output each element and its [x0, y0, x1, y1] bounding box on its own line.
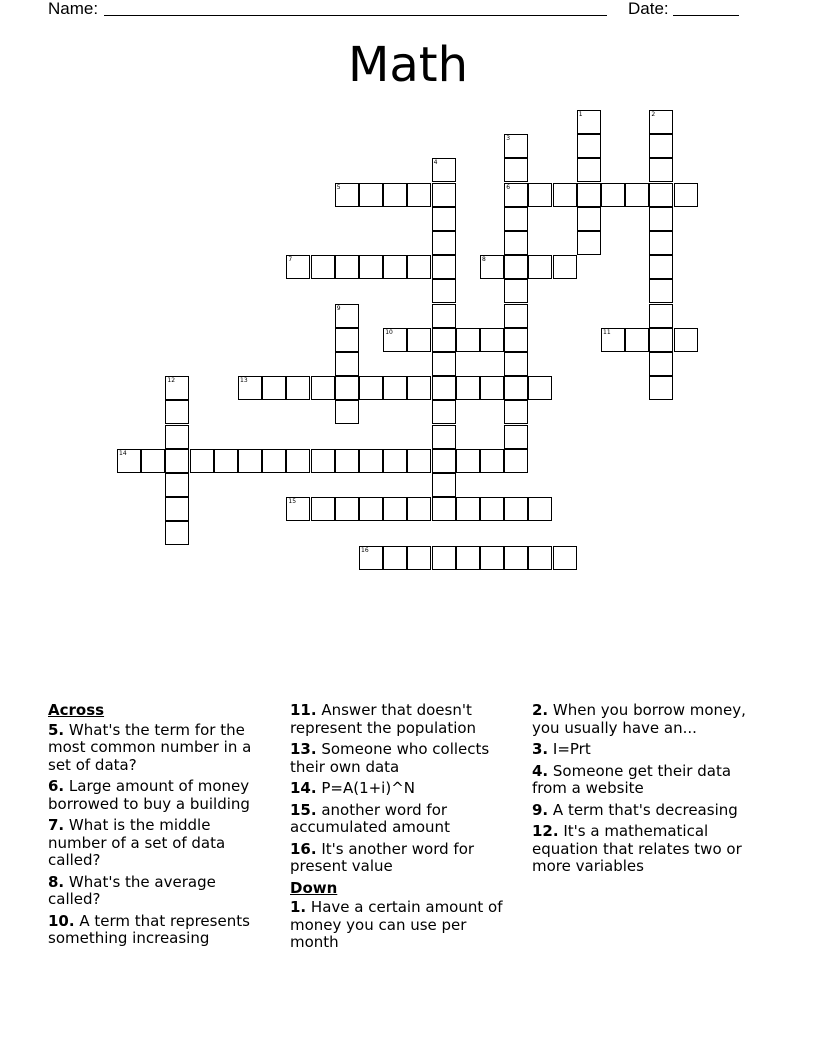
crossword-cell[interactable]	[383, 328, 407, 352]
clues-column-2	[290, 702, 518, 956]
crossword-cell[interactable]	[504, 352, 528, 376]
crossword-cell[interactable]	[165, 376, 189, 400]
crossword-cell[interactable]	[649, 183, 673, 207]
crossword-cell[interactable]	[504, 425, 528, 449]
clue-number: 5	[336, 183, 341, 191]
clue-number: 12	[167, 377, 176, 385]
crossword-cell[interactable]	[359, 183, 383, 207]
crossword-cell[interactable]	[432, 473, 456, 497]
clue-item-text: Answer that doesn't represent the population	[290, 701, 477, 737]
crossword-cell[interactable]	[504, 376, 528, 400]
crossword-cell[interactable]	[311, 449, 335, 473]
crossword-cell[interactable]	[432, 352, 456, 376]
crossword-cell[interactable]	[335, 304, 359, 328]
crossword-cell[interactable]	[407, 328, 431, 352]
clue-item	[48, 817, 273, 870]
crossword-cell[interactable]	[238, 376, 262, 400]
crossword-cell[interactable]	[480, 376, 504, 400]
crossword-cell[interactable]	[432, 183, 456, 207]
crossword-cell[interactable]	[214, 449, 238, 473]
crossword-cell[interactable]	[432, 328, 456, 352]
crossword-cell[interactable]	[553, 546, 577, 570]
clue-item-number: 13.	[290, 740, 317, 758]
clue-item	[532, 763, 768, 798]
clue-item	[290, 780, 518, 798]
crossword-cell[interactable]	[601, 183, 625, 207]
crossword-cell[interactable]	[553, 183, 577, 207]
crossword-cell[interactable]	[286, 376, 310, 400]
clue-number: 3	[506, 135, 511, 143]
crossword-cell[interactable]	[649, 328, 673, 352]
page-title: Math	[347, 37, 469, 93]
clue-item-text: I=Prt	[548, 740, 591, 758]
clue-item	[290, 741, 518, 776]
clue-item-number: 10.	[48, 911, 75, 930]
crossword-cell[interactable]	[432, 546, 456, 570]
crossword-cell[interactable]	[432, 425, 456, 449]
crossword-cell[interactable]	[432, 279, 456, 303]
crossword-cell[interactable]	[383, 255, 407, 279]
crossword-cell[interactable]	[649, 158, 673, 182]
crossword-cell[interactable]	[117, 449, 141, 473]
clue-item-number: 3.	[532, 740, 549, 758]
clue-item-number: 2.	[532, 701, 549, 719]
clue-item	[48, 722, 273, 775]
crossword-cell[interactable]	[649, 231, 673, 255]
clue-item	[532, 702, 768, 737]
crossword-cell[interactable]	[165, 497, 189, 521]
clue-number: 8	[482, 256, 486, 264]
crossword-cell[interactable]	[335, 376, 359, 400]
crossword-cell[interactable]	[504, 497, 528, 521]
crossword-cell[interactable]	[432, 449, 456, 473]
clue-item-number: 5.	[48, 720, 65, 739]
clues-column-1	[48, 702, 273, 952]
crossword-cell[interactable]	[383, 497, 407, 521]
clue-number: 14	[119, 449, 127, 457]
crossword-cell[interactable]	[504, 134, 528, 158]
crossword-cell[interactable]	[335, 183, 359, 207]
crossword-cell[interactable]	[407, 376, 431, 400]
crossword-cell[interactable]	[262, 449, 286, 473]
crossword-cell[interactable]	[165, 449, 189, 473]
clue-item	[48, 913, 273, 948]
crossword-cell[interactable]	[504, 449, 528, 473]
clue-item-number: 12.	[532, 822, 559, 840]
clue-item-number: 14.	[290, 779, 317, 797]
clue-number: 15	[288, 498, 297, 506]
crossword-cell[interactable]	[480, 449, 504, 473]
crossword-cell[interactable]	[625, 328, 649, 352]
crossword-cell[interactable]	[165, 425, 189, 449]
crossword-cell[interactable]	[335, 352, 359, 376]
crossword-cell[interactable]	[286, 497, 310, 521]
clue-item	[48, 874, 273, 909]
clue-item-number: 15.	[290, 800, 317, 819]
clue-item-text: A term that's decreasing	[548, 800, 738, 819]
crossword-cell[interactable]	[407, 497, 431, 521]
crossword-cell[interactable]	[601, 328, 625, 352]
clue-item	[290, 899, 518, 952]
crossword-cell[interactable]	[432, 255, 456, 279]
clue-item-text: Someone get their data from a website	[532, 761, 732, 797]
clue-number: 6	[506, 183, 511, 191]
clue-item-text: P=A(1+i)^N	[316, 779, 415, 797]
crossword-cell[interactable]	[528, 497, 552, 521]
clue-number: 10	[385, 328, 393, 336]
crossword-cell[interactable]	[480, 497, 504, 521]
crossword-cell[interactable]	[528, 255, 552, 279]
clue-number: 2	[651, 111, 656, 118]
crossword-cell[interactable]	[359, 497, 383, 521]
crossword-cell[interactable]	[504, 304, 528, 328]
across-clue-list	[48, 722, 273, 948]
crossword-cell[interactable]	[649, 376, 673, 400]
crossword-cell[interactable]	[141, 449, 165, 473]
date-label: Date:	[628, 0, 669, 18]
crossword-cell[interactable]	[432, 207, 456, 231]
crossword-cell[interactable]	[383, 376, 407, 400]
clue-item-text: It's a mathematical equation that relates two or more variables	[532, 822, 742, 875]
clue-item-number: 16.	[290, 839, 317, 858]
crossword-cell[interactable]	[432, 231, 456, 255]
clue-item-text: When you borrow money, you usually have an...	[532, 701, 746, 737]
crossword-cell[interactable]	[165, 400, 189, 424]
clue-item-text: What's the term for the most common number in a set of data?	[48, 720, 252, 774]
clue-item-number: 9.	[532, 800, 549, 819]
crossword-cell[interactable]	[335, 400, 359, 424]
crossword-cell[interactable]	[649, 255, 673, 279]
crossword-cell[interactable]	[311, 497, 335, 521]
crossword-cell[interactable]	[649, 110, 673, 134]
crossword-cell[interactable]	[456, 328, 480, 352]
clue-item-text: Someone who collects their own data	[290, 740, 490, 776]
crossword-cell[interactable]	[480, 546, 504, 570]
crossword-cell[interactable]	[383, 183, 407, 207]
clue-item	[532, 741, 768, 759]
clue-item-text: another word for accumulated amount	[290, 800, 450, 836]
crossword-cell[interactable]	[577, 158, 601, 182]
crossword-cell[interactable]	[625, 183, 649, 207]
crossword-cell[interactable]	[528, 546, 552, 570]
clue-item-number: 1.	[290, 898, 307, 916]
name-label: Name:	[48, 0, 99, 18]
crossword-cell[interactable]	[504, 183, 528, 207]
crossword-cell[interactable]	[577, 231, 601, 255]
clue-item	[532, 823, 768, 876]
clue-number: 16	[361, 546, 369, 554]
crossword-cell[interactable]	[456, 376, 480, 400]
crossword-cell[interactable]	[577, 207, 601, 231]
crossword-cell[interactable]	[674, 328, 698, 352]
clues-column-3	[532, 702, 768, 880]
clue-number: 4	[433, 159, 438, 167]
crossword-cell[interactable]	[359, 376, 383, 400]
clue-item-text: Have a certain amount of money you can use per month	[290, 898, 503, 951]
clue-item-number: 4.	[532, 761, 549, 780]
crossword-cell[interactable]	[504, 400, 528, 424]
crossword-cell[interactable]	[238, 449, 262, 473]
clue-item-text: It's another word for present value	[290, 839, 475, 875]
crossword-cell[interactable]	[286, 255, 310, 279]
crossword-cell[interactable]	[359, 546, 383, 570]
crossword-cell[interactable]	[335, 497, 359, 521]
crossword-cell[interactable]	[674, 183, 698, 207]
crossword-cell[interactable]	[383, 449, 407, 473]
clue-number: 1	[578, 111, 583, 118]
crossword-cell[interactable]	[432, 158, 456, 182]
crossword-cell[interactable]	[432, 400, 456, 424]
clue-number: 11	[603, 328, 611, 336]
clue-item	[290, 702, 518, 737]
crossword-cell[interactable]	[407, 449, 431, 473]
crossword-cell[interactable]	[359, 255, 383, 279]
crossword-cell[interactable]	[335, 449, 359, 473]
crossword-cell[interactable]	[456, 449, 480, 473]
crossword-cell[interactable]	[335, 255, 359, 279]
crossword-cell[interactable]	[504, 279, 528, 303]
crossword-cell[interactable]	[577, 183, 601, 207]
crossword-cell[interactable]	[311, 376, 335, 400]
clue-item	[290, 841, 518, 876]
clue-number: 13	[240, 377, 248, 385]
clue-item-text: What is the middle number of a set of data called?	[48, 816, 226, 869]
crossword-cell[interactable]	[432, 376, 456, 400]
crossword-cell[interactable]	[577, 134, 601, 158]
crossword-cell[interactable]	[165, 473, 189, 497]
crossword-cell[interactable]	[649, 352, 673, 376]
clue-item-text: A term that represents something increasing	[48, 911, 250, 947]
down-heading: Down	[290, 878, 338, 897]
crossword-cell[interactable]	[528, 376, 552, 400]
crossword-cell[interactable]	[504, 207, 528, 231]
crossword-cell[interactable]	[577, 110, 601, 134]
crossword-cell[interactable]	[528, 183, 552, 207]
clue-item-text: Large amount of money borrowed to buy a building	[48, 777, 250, 813]
clue-item-number: 8.	[48, 872, 65, 891]
crossword-cell[interactable]	[456, 546, 480, 570]
crossword-cell[interactable]	[480, 255, 504, 279]
crossword-cell[interactable]	[649, 304, 673, 328]
across-heading: Across	[48, 701, 105, 719]
crossword-cell[interactable]	[504, 546, 528, 570]
crossword-cell[interactable]	[504, 255, 528, 279]
clue-item	[48, 778, 273, 813]
crossword-cell[interactable]	[407, 183, 431, 207]
crossword-cell[interactable]	[407, 255, 431, 279]
crossword-cell[interactable]	[311, 255, 335, 279]
crossword-cell[interactable]	[456, 497, 480, 521]
crossword-cell[interactable]	[383, 546, 407, 570]
clue-item	[532, 802, 768, 820]
clue-number: 9	[336, 304, 341, 312]
crossword-cell[interactable]	[553, 255, 577, 279]
crossword-cell[interactable]	[165, 521, 189, 545]
crossword-cell[interactable]	[480, 328, 504, 352]
clue-item-number: 6.	[48, 777, 65, 795]
crossword-cell[interactable]	[504, 231, 528, 255]
crossword-cell[interactable]	[649, 207, 673, 231]
crossword-cell[interactable]	[504, 158, 528, 182]
crossword-cell[interactable]	[335, 328, 359, 352]
clue-number: 7	[288, 256, 293, 264]
clue-item	[290, 802, 518, 837]
clue-item-number: 7.	[48, 816, 65, 834]
down-clue-list	[290, 899, 518, 952]
clue-item-text: What's the average called?	[48, 872, 216, 908]
crossword-cell[interactable]	[649, 134, 673, 158]
crossword-cell[interactable]	[432, 304, 456, 328]
down-clue-list-continued	[532, 702, 768, 876]
crossword-cell[interactable]	[262, 376, 286, 400]
across-clue-list-continued	[290, 702, 518, 876]
crossword-cell[interactable]	[286, 449, 310, 473]
crossword-cell[interactable]	[432, 497, 456, 521]
crossword-cell[interactable]	[649, 279, 673, 303]
crossword-cell[interactable]	[190, 449, 214, 473]
crossword-cell[interactable]	[504, 328, 528, 352]
crossword-cell[interactable]	[407, 546, 431, 570]
clue-item-number: 11.	[290, 701, 317, 719]
crossword-cell[interactable]	[359, 449, 383, 473]
